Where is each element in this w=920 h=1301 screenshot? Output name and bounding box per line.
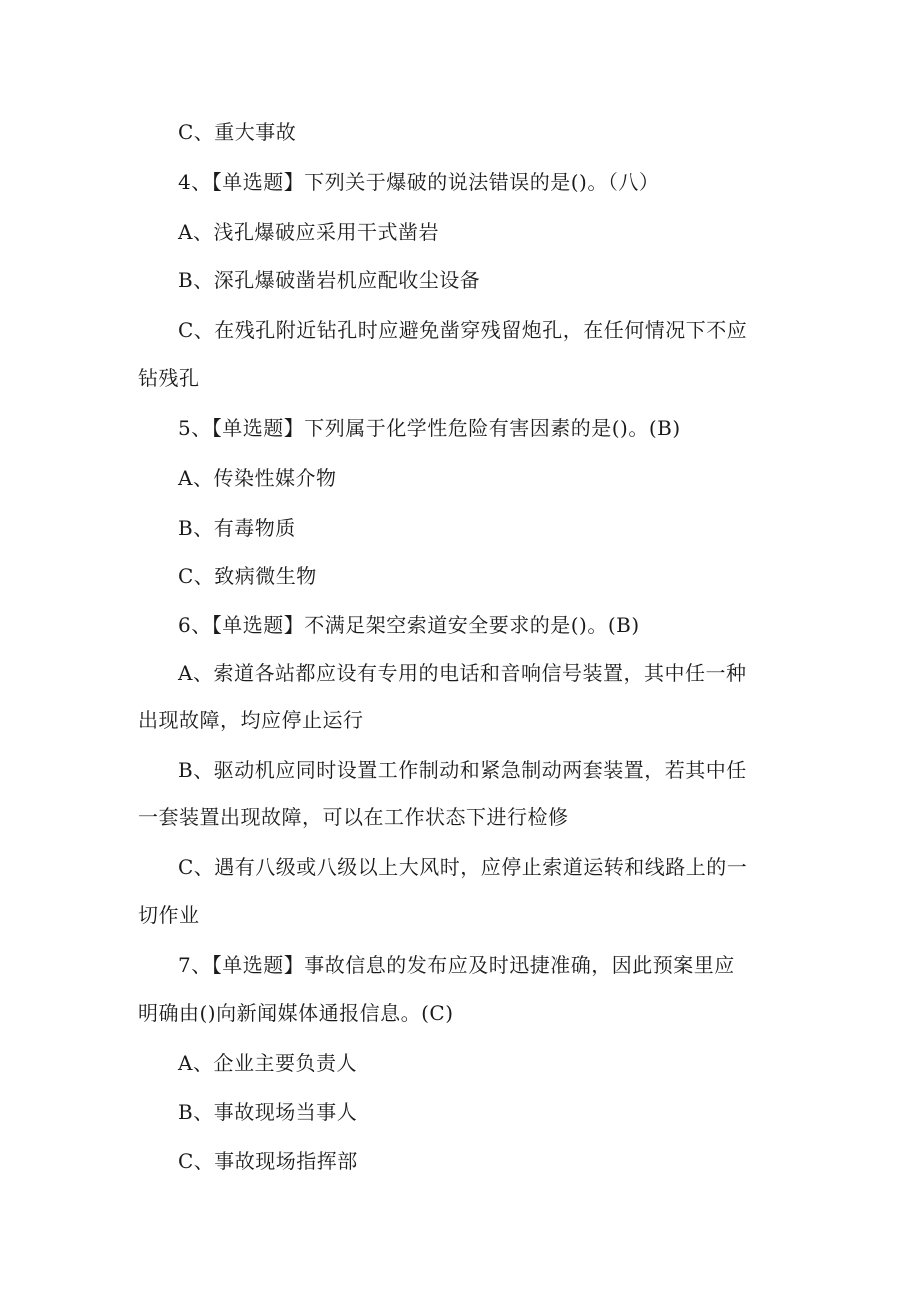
question-4: 4、【单选题】下列关于爆破的说法错误的是()。（八） — [178, 170, 660, 194]
option-5c: C、致病微生物 — [178, 564, 317, 588]
question-7-cont: 明确由()向新闻媒体通报信息。(C) — [138, 1001, 454, 1025]
option-6a-cont: 出现故障，均应停止运行 — [138, 708, 364, 732]
option-4b: B、深孔爆破凿岩机应配收尘设备 — [178, 268, 481, 292]
question-6: 6、【单选题】不满足架空索道安全要求的是()。(B) — [178, 613, 640, 637]
option-4a: A、浅孔爆破应采用干式凿岩 — [178, 220, 439, 244]
option-7b: B、事故现场当事人 — [178, 1100, 358, 1124]
option-6c-cont: 切作业 — [138, 903, 200, 927]
option-7a: A、企业主要负责人 — [178, 1051, 357, 1075]
option-5a: A、传染性媒介物 — [178, 466, 337, 490]
option-6c: C、遇有八级或八级以上大风时，应停止索道运转和线路上的一 — [178, 855, 748, 879]
question-5: 5、【单选题】下列属于化学性危险有害因素的是()。(B) — [178, 416, 681, 440]
option-7c: C、事故现场指挥部 — [178, 1149, 358, 1173]
option-4c: C、在残孔附近钻孔时应避免凿穿残留炮孔，在任何情况下不应 — [178, 318, 748, 342]
option-6a: A、索道各站都应设有专用的电话和音响信号装置，其中任一种 — [178, 661, 747, 685]
option-6b: B、驱动机应同时设置工作制动和紧急制动两套装置，若其中任 — [178, 758, 747, 782]
option-3c: C、重大事故 — [178, 120, 297, 144]
option-6b-cont: 一套装置出现故障，可以在工作状态下进行检修 — [138, 805, 569, 829]
option-4c-cont: 钻残孔 — [138, 366, 200, 390]
option-5b: B、有毒物质 — [178, 516, 296, 540]
question-7: 7、【单选题】事故信息的发布应及时迅捷准确，因此预案里应 — [178, 953, 735, 977]
